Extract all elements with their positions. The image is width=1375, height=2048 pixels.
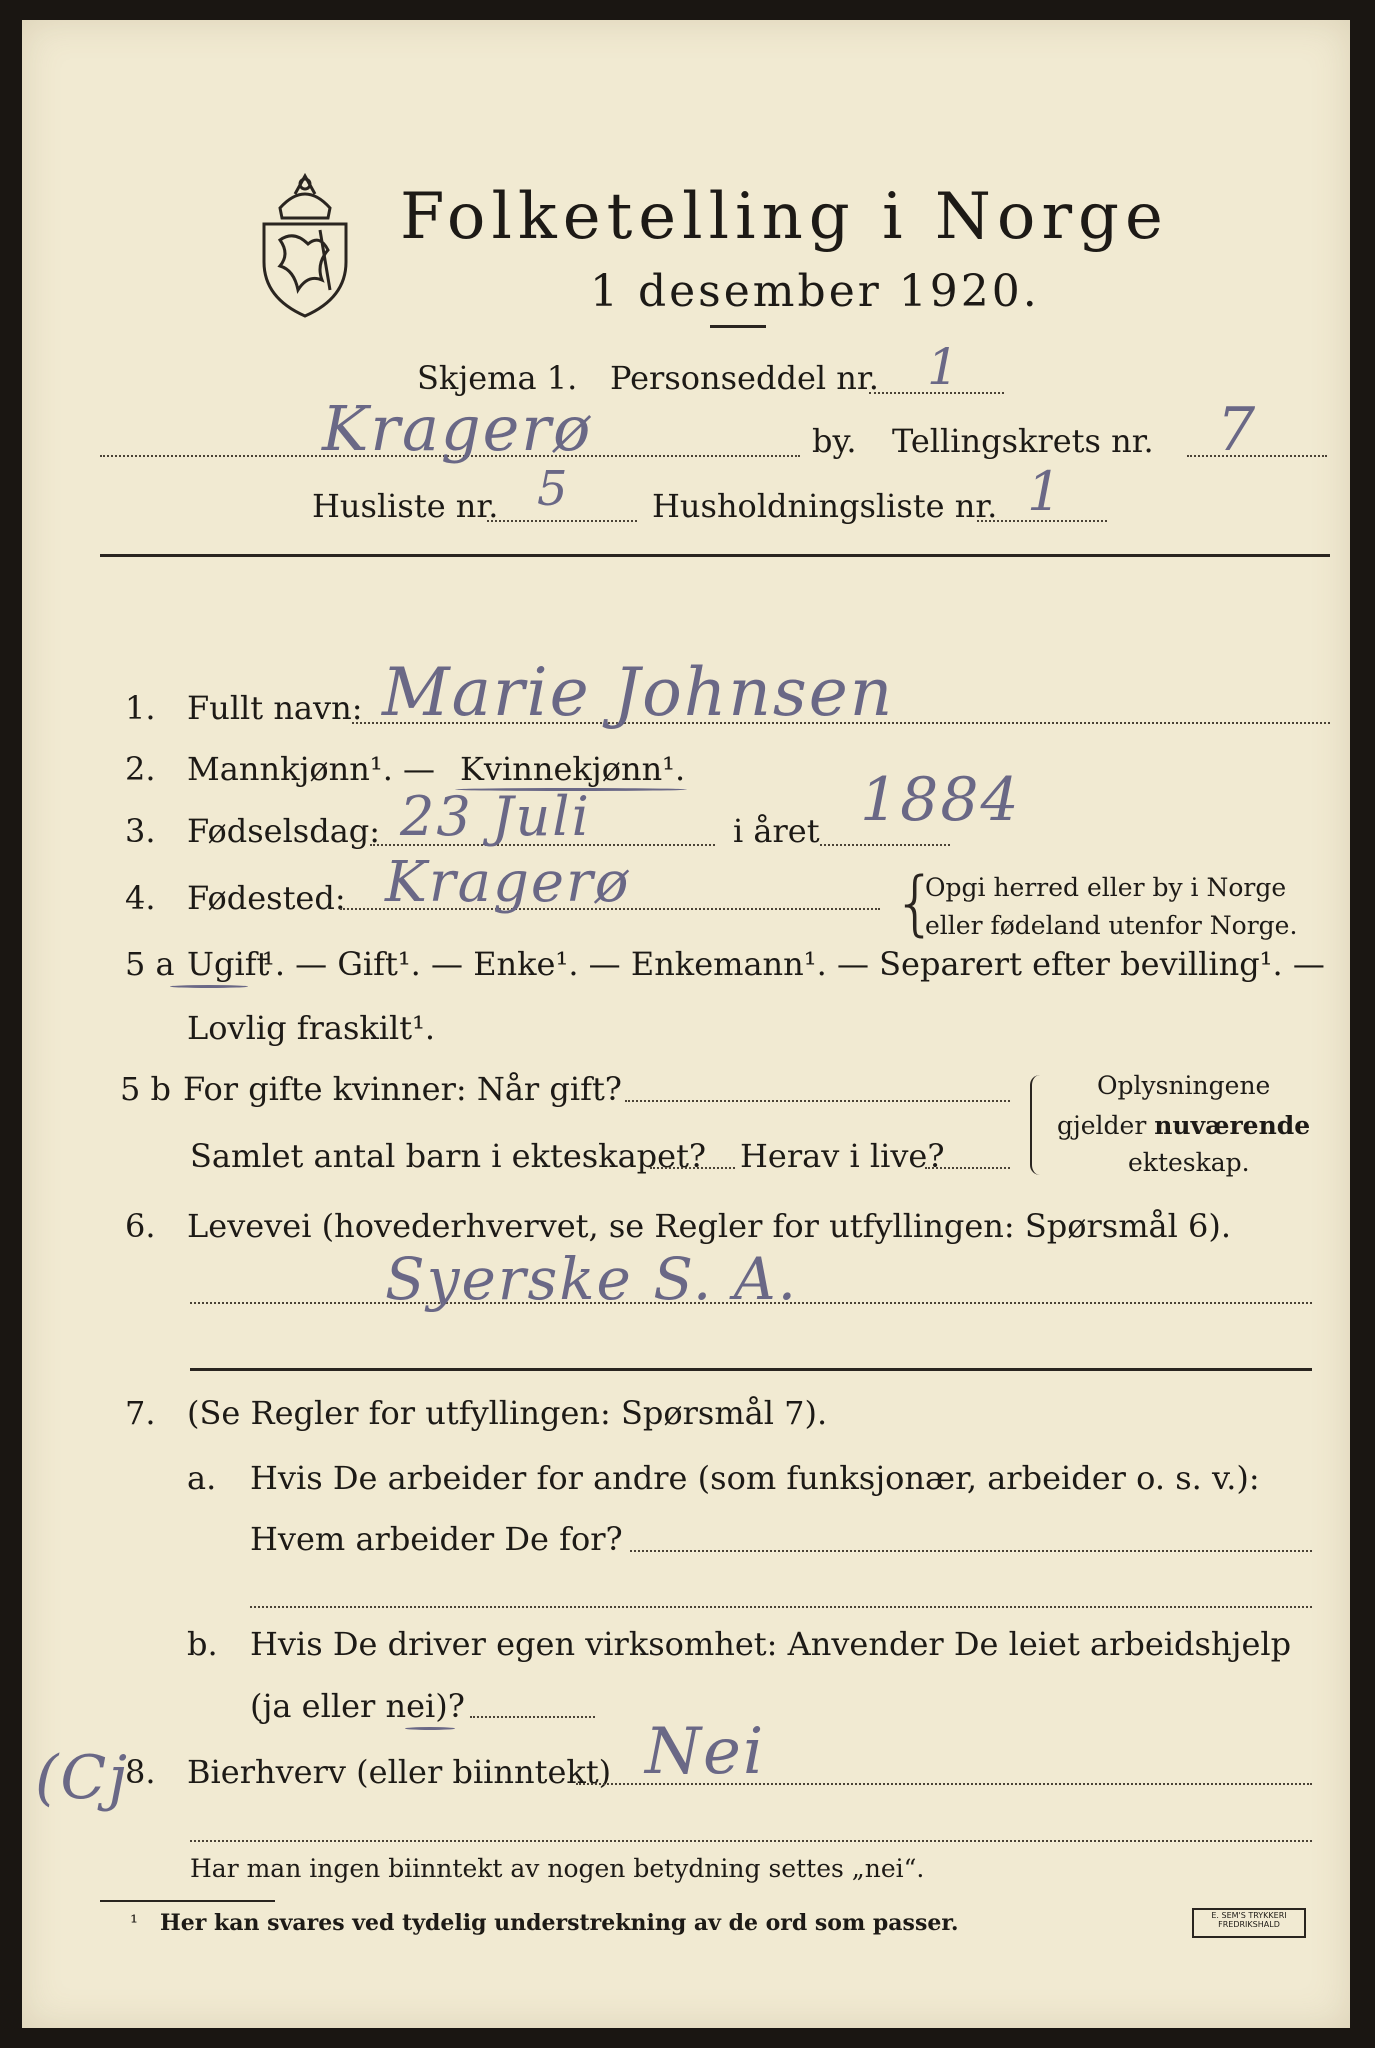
q8-label: Bierhverv (eller biinntekt): [187, 1753, 612, 1791]
q3-label: Fødselsdag:: [187, 812, 381, 850]
printer-stamp: E. SEM'S TRYKKERI FREDRIKSHALD: [1192, 1908, 1306, 1938]
q5b-label-children: Samlet antal barn i ekteskapet?: [190, 1137, 707, 1175]
q4-number: 4.: [125, 879, 156, 917]
q5b-number: 5 b: [120, 1070, 172, 1108]
q3-number: 3.: [125, 812, 156, 850]
q6-label: Levevei (hovederhvervet, se Regler for utfyllingen: Spørsmål 6).: [187, 1207, 1232, 1245]
husholdning-value[interactable]: 1: [1027, 460, 1064, 523]
q5a-ugift-underline: [170, 985, 248, 988]
q5a-number: 5 a: [125, 945, 175, 983]
q5a-line2[interactable]: Lovlig fraskilt¹.: [187, 1009, 436, 1047]
q7b-nei-underline: [405, 1727, 455, 1730]
q5a-ugift-option[interactable]: Ugift: [187, 945, 270, 983]
q1-label: Fullt navn:: [187, 689, 363, 727]
q2-female-option[interactable]: Kvinnekjønn¹.: [460, 750, 686, 788]
tellingskrets-value[interactable]: 7: [1217, 395, 1258, 465]
q1-number: 1.: [125, 689, 156, 727]
personseddel-label: Personseddel nr.: [610, 359, 879, 397]
q3-year-value[interactable]: 1884: [860, 765, 1021, 835]
husliste-label: Husliste nr.: [312, 487, 499, 525]
q8-number: 8.: [125, 1753, 156, 1791]
by-label: by.: [812, 422, 857, 460]
q7-label: (Se Regler for utfyllingen: Spørsmål 7).: [187, 1394, 828, 1432]
q5b-label-alive: Herav i live?: [740, 1137, 945, 1175]
q2-male-option[interactable]: Mannkjønn¹. —: [187, 750, 436, 788]
personseddel-value[interactable]: 1: [927, 338, 961, 396]
q7b-line2: (ja eller nei)?: [250, 1687, 465, 1725]
q1-full-name-value[interactable]: Marie Johnsen: [382, 654, 895, 731]
husholdning-label: Husholdningsliste nr.: [652, 487, 998, 525]
q5b-note-line1: Oplysningene: [1097, 1071, 1271, 1100]
q7a-line2: Hvem arbeider De for?: [250, 1520, 623, 1558]
q7-number: 7.: [125, 1394, 156, 1432]
husliste-value[interactable]: 5: [537, 461, 570, 517]
q6-occupation-value[interactable]: Syerske S. A.: [385, 1245, 799, 1313]
q4-note-line1: Opgi herred eller by i Norge: [925, 873, 1287, 902]
q2-number: 2.: [125, 750, 156, 788]
q3-birthdate-value[interactable]: 23 Juli: [400, 785, 591, 848]
q8-margin-mark: (Cj: [35, 1743, 129, 1813]
q3-year-label: i året: [733, 812, 820, 850]
footnote-text: Her kan svares ved tydelig understrekning av de ord som passer.: [160, 1910, 959, 1936]
q8-side-income-value[interactable]: Nei: [645, 1715, 766, 1789]
footnote-mark: ¹: [130, 1910, 139, 1934]
city-value[interactable]: Kragerø: [322, 392, 593, 465]
q7b-letter: b.: [187, 1625, 218, 1663]
q5b-label-when-married: For gifte kvinner: Når gift?: [183, 1070, 622, 1108]
q7b-line1: Hvis De driver egen virksomhet: Anvender De leiet arbeidshjelp: [250, 1625, 1292, 1663]
q6-number: 6.: [125, 1207, 156, 1245]
q5b-note-line3: ekteskap.: [1128, 1148, 1250, 1177]
tellingskrets-label: Tellingskrets nr.: [892, 422, 1154, 460]
nei-instruction: Har man ingen biinntekt av nogen betydning settes „nei“.: [190, 1854, 925, 1883]
skjema-label: Skjema 1.: [417, 359, 578, 397]
form-title: Folketelling i Norge: [400, 180, 1169, 254]
q4-label: Fødested:: [187, 879, 346, 917]
q5a-other-options[interactable]: ¹. — Gift¹. — Enke¹. — Enkemann¹. — Separert efter bevilling¹. —: [262, 945, 1325, 983]
q5b-note-line2: gjelder nuværende: [1057, 1111, 1311, 1140]
form-subtitle-date: 1 desember 1920.: [590, 266, 1040, 317]
q4-birthplace-value[interactable]: Kragerø: [385, 850, 631, 915]
q4-note-line2: eller fødeland utenfor Norge.: [925, 911, 1298, 940]
questions-continued: 2. Mannkjønn¹. — Kvinnekjønn¹. 3. Fødselsdag: 23 Juli i året 1884 4. Fødested: Kragerø { Opgi herred eller by i Norge eller fødeland utenfor Norge. 5 a Ugift ¹. — Gift¹. — Enke¹. — Enkemann¹. — Separert efter bevilling¹. — Lovlig fraskilt¹. 5 b For gifte kvinner: Når gift? Samlet antal barn i ekteskapet? Herav i live? Oplysningene gjelder nuværende ekteskap. 6. Levevei (hovederhvervet, se Regler for utfyllingen: Spørsmål 6). Syerske S. A. 7. (Se Regler for utfyllingen: Spørsmål 7). a. Hvis De arbeider for andre (som funksjonær, arbeider o. s. v.): Hvem arbeider De for? b. Hvis De driver egen virksomhet: Anvender De leiet arbeidshjelp (ja eller nei)? (Cj 8. Bierhverv (eller biinntekt) Nei Har man ingen biinntekt av nogen betydning settes „nei“. ¹ Her kan svares ved tydelig understrekning av de ord som passer. E. SEM'S TRYKKERI FREDRIKSHALD: [35, 750, 1325, 1936]
q7a-letter: a.: [187, 1459, 217, 1497]
q7a-line1: Hvis De arbeider for andre (som funksjonær, arbeider o. s. v.):: [250, 1459, 1260, 1497]
